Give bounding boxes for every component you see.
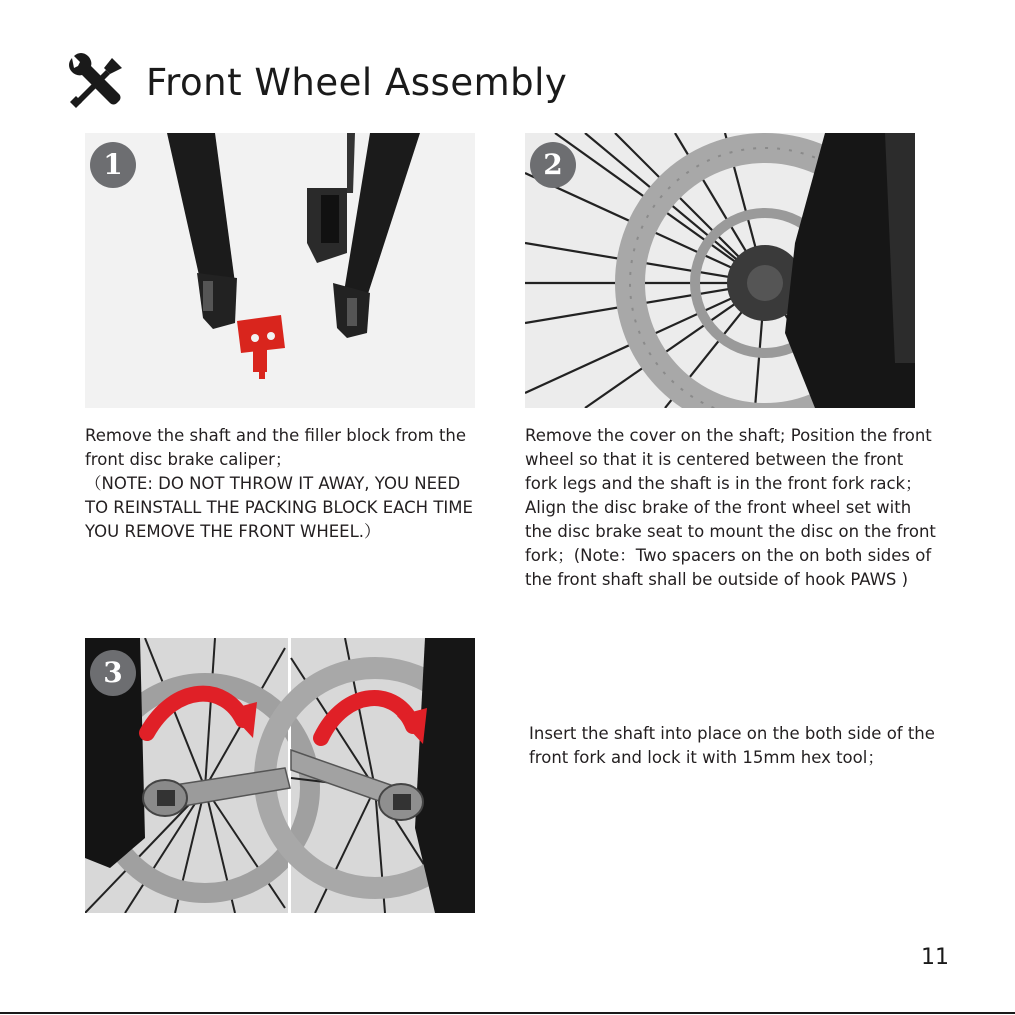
step-1-photo bbox=[85, 133, 475, 408]
step-2-badge: 2 bbox=[530, 142, 576, 188]
step-1-text bbox=[85, 424, 483, 544]
bottom-rule bbox=[0, 1012, 1015, 1014]
step-3-badge: 3 bbox=[90, 650, 136, 696]
tools-icon bbox=[66, 52, 126, 110]
page-number: 11 bbox=[921, 945, 949, 970]
step-1-instruction: Remove the shaft and the filler block from the front disc brake caliper； bbox=[85, 426, 467, 469]
step-3-photo bbox=[85, 638, 475, 913]
step-1-note: （NOTE: DO NOT THROW IT AWAY, YOU NEED TO REINSTALL THE PACKING BLOCK EACH TIME YOU REMOVE THE FRONT WHEEL.） bbox=[85, 474, 473, 541]
step-2-text: Remove the cover on the shaft; Position the front wheel so that it is centered between the front fork legs and the shaft is in the front fork rack；Align the disc brake of the front wheel set with the disc brake seat to mount the disc on the front fork；(Note：Two spacers on the on both sides of the front shaft shall be outside of hook PAWS ) bbox=[525, 426, 936, 589]
step-2-photo bbox=[525, 133, 915, 408]
step-1-badge: 1 bbox=[90, 142, 136, 188]
page-title: Front Wheel Assembly bbox=[146, 61, 568, 104]
step-3-text: Insert the shaft into place on the both side of the front fork and lock it with 15mm hex tool； bbox=[529, 724, 935, 767]
